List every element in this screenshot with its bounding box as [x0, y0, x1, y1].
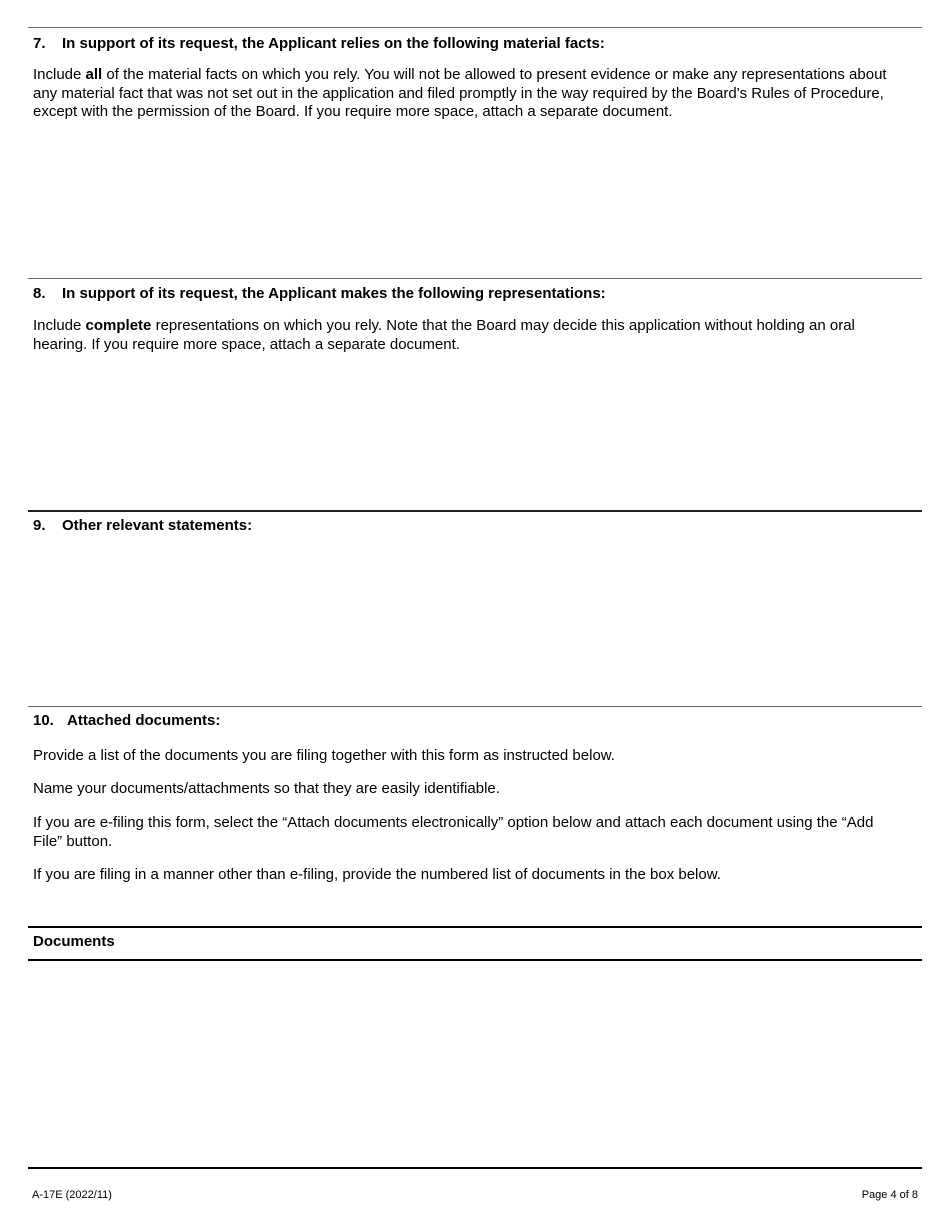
section-7-instructions — [33, 66, 903, 122]
section-7-title: In support of its request, the Applicant relies on the following material facts: — [62, 35, 605, 52]
section-9-number: 9. — [33, 517, 46, 534]
section-8-instructions — [33, 317, 903, 354]
section-8-heading — [33, 285, 606, 303]
section-7-instructions-post: of the material facts on which you rely. You will not be allowed to present evidence or make any representations about any material fact that was not set out in the application and filed promptly in the way required by the Board's Rules of Procedure, except with the permission of the Board. If you require more space, attach a separate document. — [33, 66, 887, 120]
section-10-title: Attached documents: — [67, 712, 221, 729]
section-10-para-2: Name your documents/attachments so that they are easily identifiable. — [33, 780, 500, 797]
section-8-representations-field[interactable] — [28, 358, 922, 506]
section-7-material-facts-field[interactable] — [28, 126, 922, 274]
section-8-instructions-pre: Include — [33, 317, 86, 334]
section-10-para-3: If you are e-filing this form, select the “Attach documents electronically” option below and attach each document using the “Add File” button. — [33, 814, 874, 850]
section-10-para-4: If you are filing in a manner other than e-filing, provide the numbered list of documents in the box below. — [33, 866, 721, 883]
section-7-heading — [33, 35, 605, 53]
section-9-statements-field[interactable] — [28, 540, 922, 702]
section-9-heading — [33, 517, 252, 535]
footer-form-code: A-17E (2022/11) — [32, 1189, 112, 1201]
section-7-instructions-bold: all — [85, 66, 103, 83]
section-10-heading — [33, 712, 220, 730]
section-9-title: Other relevant statements: — [62, 517, 253, 534]
section-8-top-rule — [28, 278, 922, 279]
footer-top-rule — [28, 1167, 922, 1169]
section-8-instructions-post: representations on which you rely. Note that the Board may decide this application without holding an oral hearing. If you require more space, attach a separate document. — [33, 317, 855, 353]
section-7-top-rule — [28, 27, 922, 28]
documents-header-rule — [28, 959, 922, 961]
documents-top-rule — [28, 926, 922, 928]
section-7-number: 7. — [33, 35, 46, 52]
section-8-number: 8. — [33, 285, 46, 302]
section-10-para-1: Provide a list of the documents you are filing together with this form as instructed below. — [33, 747, 615, 764]
section-7-instructions-pre: Include — [33, 66, 86, 83]
section-8-title: In support of its request, the Applicant makes the following representations: — [62, 285, 606, 302]
footer-page-number: Page 4 of 8 — [861, 1189, 918, 1201]
documents-list-field[interactable] — [28, 962, 922, 1164]
documents-label: Documents — [33, 933, 115, 950]
section-9-top-rule — [28, 510, 922, 512]
section-10-top-rule — [28, 706, 922, 707]
section-8-instructions-bold: complete — [85, 317, 152, 334]
section-10-number: 10. — [33, 712, 54, 729]
